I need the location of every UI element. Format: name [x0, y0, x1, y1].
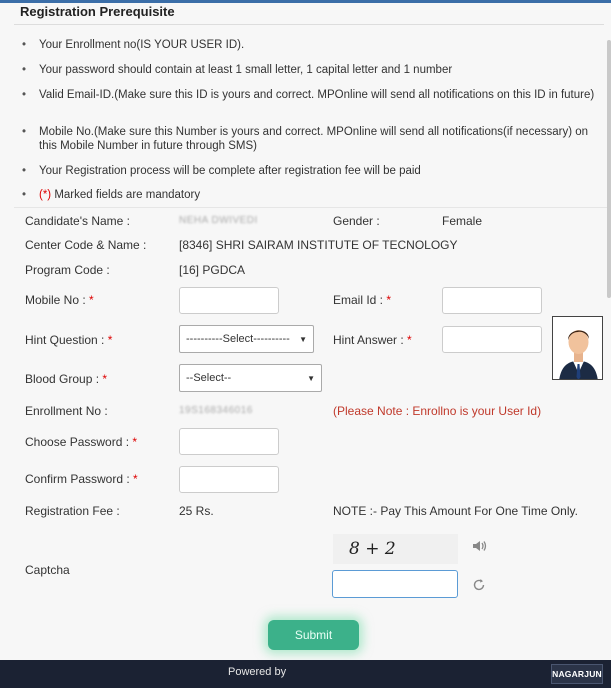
dropdown-caret-icon: ▼ — [299, 334, 307, 344]
required-marker: * — [133, 472, 138, 486]
mobile-input[interactable] — [179, 287, 279, 314]
candidate-name-value: NEHA DWIVEDI — [179, 215, 258, 226]
enrollment-label: Enrollment No : — [25, 404, 108, 418]
refresh-icon[interactable] — [472, 578, 486, 595]
prerequisite-item-mandatory: • (*) Marked fields are mandatory — [22, 189, 201, 201]
fee-value: 25 Rs. — [179, 504, 214, 518]
footer-bar — [0, 660, 611, 688]
hint-answer-input[interactable] — [442, 326, 542, 353]
mobile-label: Mobile No : * — [25, 293, 94, 307]
gender-label: Gender : — [333, 214, 380, 228]
prerequisite-item: • Mobile No.(Make sure this Number is yours and correct. MPOnline will send all notifications(if necessary) on this Mobile Number in future through SMS) — [22, 126, 589, 152]
required-marker: (*) — [39, 189, 52, 201]
brand-logo: NAGARJUN — [551, 664, 603, 684]
center-label: Center Code & Name : — [25, 238, 147, 252]
required-marker: * — [407, 333, 412, 347]
scrollbar[interactable] — [607, 40, 611, 298]
center-value: [8346] SHRI SAIRAM INSTITUTE OF TECNOLOGY — [179, 238, 458, 252]
prerequisite-item: • Your password should contain at least 1 small letter, 1 capital letter and 1 number — [22, 64, 453, 76]
hint-answer-label: Hint Answer : * — [333, 333, 412, 347]
powered-by-text: Powered by — [228, 666, 287, 678]
required-marker: * — [386, 293, 392, 307]
required-marker: * — [89, 293, 94, 307]
gender-value: Female — [442, 214, 483, 228]
fee-label: Registration Fee : — [25, 504, 120, 518]
hint-question-select[interactable]: ----------Select---------- ▼ — [179, 325, 314, 353]
required-marker: * — [132, 435, 138, 449]
program-label: Program Code : — [25, 263, 110, 277]
captcha-label: Captcha — [25, 563, 70, 577]
title-divider — [14, 24, 604, 25]
page-title: Registration Prerequisite — [20, 4, 175, 19]
hint-question-label: Hint Question : * — [25, 333, 113, 347]
enrollment-note: (Please Note : Enrollno is your User Id) — [333, 404, 542, 418]
choose-password-label: Choose Password : * — [25, 435, 138, 449]
row-divider — [14, 207, 608, 208]
enrollment-value: 19S168346016 — [179, 405, 253, 416]
fee-note: NOTE :- Pay This Amount For One Time Only. — [333, 504, 578, 518]
choose-password-input[interactable] — [179, 428, 279, 455]
email-label: Email Id : * — [333, 293, 392, 307]
candidate-name-label: Candidate's Name : — [25, 214, 131, 228]
confirm-password-label: Confirm Password : * — [25, 472, 138, 486]
prerequisite-item: • Your Registration process will be complete after registration fee will be paid — [22, 165, 421, 177]
required-marker: * — [107, 333, 113, 347]
program-value: [16] PGDCA — [179, 263, 246, 277]
blood-group-select[interactable]: --Select-- ▼ — [179, 364, 322, 392]
top-accent-line — [0, 0, 611, 3]
speaker-icon[interactable] — [472, 539, 488, 556]
blood-group-label: Blood Group : * — [25, 372, 108, 386]
email-input[interactable] — [442, 287, 542, 314]
submit-button[interactable]: Submit — [268, 620, 359, 650]
prerequisite-item: • Valid Email-ID.(Make sure this ID is yours and correct. MPOnline will send all notifications on this ID in future) — [22, 89, 595, 101]
avatar-icon — [552, 316, 603, 380]
captcha-input[interactable] — [332, 570, 458, 598]
prerequisite-item: • Your Enrollment no(IS YOUR USER ID). — [22, 39, 245, 51]
confirm-password-input[interactable] — [179, 466, 279, 493]
dropdown-caret-icon: ▼ — [307, 373, 315, 383]
captcha-image: 8 + 2 — [333, 534, 458, 564]
required-marker: * — [102, 372, 108, 386]
